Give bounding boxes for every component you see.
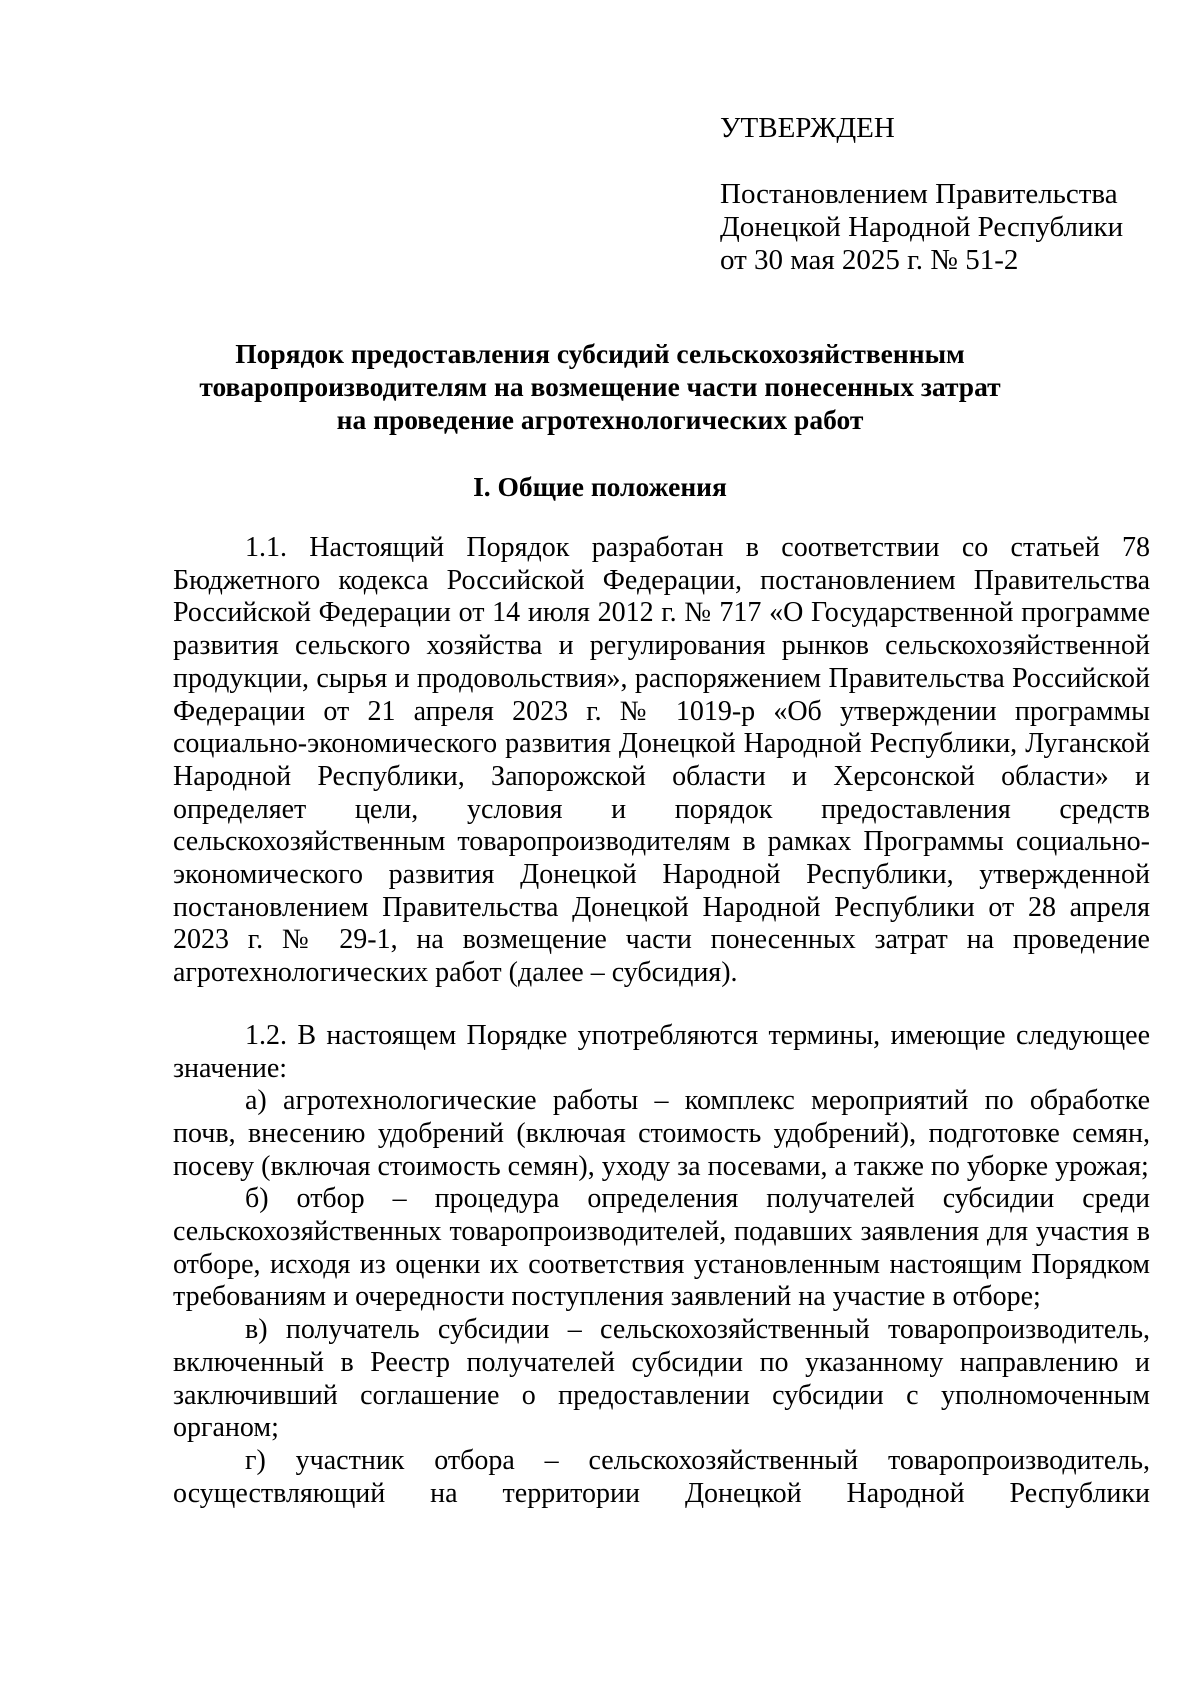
title-line: на проведение агротехнологических работ xyxy=(336,404,864,435)
document-title xyxy=(0,337,1200,436)
document-body xyxy=(173,532,1150,1510)
approval-date: от 30 мая 2025 г. № 51-2 xyxy=(720,244,1019,276)
paragraph-1-2: 1.2. В настоящем Порядке употребляются термины, имеющие следующее значение: xyxy=(173,1019,1150,1084)
approval-stamp: УТВЕРЖДЕН xyxy=(720,112,895,144)
definition-v: в) получатель субсидии – сельскохозяйственный товаропроизводитель, включенный в Реестр получателей субсидии по указанному направлению и заключивший соглашение о предоставлении субсидии с уполномоченным органом; xyxy=(173,1314,1150,1444)
approval-block xyxy=(720,112,1123,277)
definition-b: б) отбор – процедура определения получателей субсидии среди сельскохозяйственных товаропроизводителей, подавших заявления для участия в отборе, исходя из оценки их соответствия установленным настоящим Порядком требованиям и очередности поступления заявлений на участие в отборе; xyxy=(173,1183,1150,1313)
definition-a: а) агротехнологические работы – комплекс мероприятий по обработке почв, внесению удобрений (включая стоимость удобрений), подготовке семян, посеву (включая стоимость семян), уходу за посевами, а также по уборке урожая; xyxy=(173,1085,1150,1182)
definition-g: г) участник отбора – сельскохозяйственный товаропроизводитель, осуществляющий на территории Донецкой Народной Республики xyxy=(173,1444,1150,1509)
section-heading: I. Общие положения xyxy=(473,471,727,502)
approval-line: Постановлением Правительства xyxy=(720,178,1118,210)
title-line: Порядок предоставления субсидий сельскохозяйственным xyxy=(235,338,965,369)
paragraph-gap xyxy=(173,990,1150,1020)
title-line: товаропроизводителям на возмещение части понесенных затрат xyxy=(199,371,1001,402)
approval-line: Донецкой Народной Республики xyxy=(720,211,1124,243)
paragraph-1-1: 1.1. Настоящий Порядок разработан в соответствии со статьей 78 Бюджетного кодекса Российской Федерации, постановлением Правительства Российской Федерации от 14 июля 2012 г. № 717 «О Государственной программе развития сельского хозяйства и регулирования рынков сельскохозяйственной продукции, сырья и продовольствия», распоряжением Правительства Российской Федерации от 21 апреля 2023 г. № 1019-р «Об утверждении программы социально-экономического развития Донецкой Народной Республики, Луганской Народной Республики, Запорожской области и Херсонской области» и определяет цели, условия и порядок предоставления средств сельскохозяйственным товаропроизводителям в рамках Программы социально-экономического развития Донецкой Народной Республики, утвержденной постановлением Правительства Донецкой Народной Республики от 28 апреля 2023 г. № 29-1, на возмещение части понесенных затрат на проведение агротехнологических работ (далее – субсидия). xyxy=(173,532,1150,989)
